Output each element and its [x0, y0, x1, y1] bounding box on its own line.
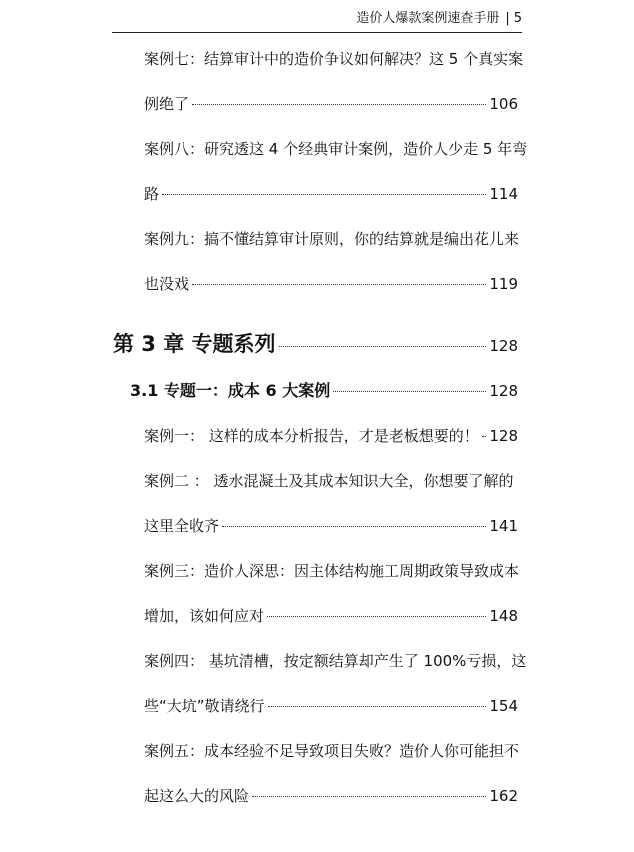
toc-section-3-1[interactable] — [130, 378, 518, 401]
dot-leader — [333, 391, 486, 392]
toc-entry-line — [144, 785, 518, 830]
toc-entry-line — [144, 695, 518, 740]
dot-leader — [268, 706, 487, 707]
toc-page-number: 128 — [489, 337, 518, 355]
toc-page-number: 114 — [489, 185, 518, 203]
toc-entry-title: 案例一： 这样的成本分析报告，才是老板想要的！ — [144, 427, 479, 445]
page-header — [112, 10, 522, 33]
toc-entry-cost-case-1[interactable] — [144, 425, 518, 470]
toc-entry-line — [144, 273, 518, 318]
dot-leader — [279, 346, 487, 347]
toc-entry-case-7[interactable] — [144, 48, 524, 138]
toc-entry-line — [144, 93, 518, 138]
toc-entry-line — [144, 48, 524, 93]
toc-chapter-line — [113, 328, 518, 358]
toc-chapter-3[interactable] — [113, 328, 518, 358]
toc-page-number: 106 — [489, 95, 518, 113]
header-title: 造价人爆款案例速查手册 — [356, 11, 500, 26]
toc-entry-case-9[interactable] — [144, 228, 518, 318]
header-separator: | — [505, 11, 510, 26]
toc-entry-title: 案例二 ： 透水混凝土及其成本知识大全，你想要了解的 — [144, 472, 514, 490]
toc-entry-line — [144, 228, 518, 273]
dot-leader — [162, 194, 486, 195]
toc-page-number: 119 — [489, 275, 518, 293]
toc-entry-line — [144, 425, 518, 470]
toc-entry-cost-case-3[interactable] — [144, 560, 518, 650]
dot-leader — [267, 616, 486, 617]
toc-entry-title-cont: 起这么大的风险 — [144, 787, 250, 805]
toc-page-number: 141 — [489, 517, 518, 535]
dot-leader — [482, 436, 487, 437]
toc-entry-title-cont: 这里全收齐 — [144, 517, 220, 535]
toc-entry-title: 案例七：结算审计中的造价争议如何解决？这 5 个真实案 — [144, 50, 524, 68]
toc-entry-title-cont: 增加，该如何应对 — [144, 607, 265, 625]
toc-entry-line — [144, 515, 518, 560]
toc-section-line — [130, 378, 518, 401]
toc-entry-line — [144, 605, 518, 650]
toc-chapter-title: 第 3 章 专题系列 — [113, 332, 276, 356]
toc-entry-line — [144, 470, 518, 515]
toc-page-number: 148 — [489, 607, 518, 625]
toc-entry-cost-case-4[interactable] — [144, 650, 527, 740]
toc-entry-title-cont: 例绝了 — [144, 95, 190, 113]
dot-leader — [222, 526, 486, 527]
toc-entry-line — [144, 183, 518, 228]
toc-entry-title-cont: 也没戏 — [144, 275, 190, 293]
toc-entry-cost-case-2[interactable] — [144, 470, 518, 560]
toc-entry-title: 案例九：搞不懂结算审计原则，你的结算就是编出花儿来 — [144, 230, 520, 248]
toc-entry-line — [144, 650, 527, 695]
toc-entry-title: 案例四： 基坑清槽，按定额结算却产生了 100%亏损，这 — [144, 652, 527, 670]
dot-leader — [192, 284, 486, 285]
toc-entry-line — [144, 740, 518, 785]
dot-leader — [192, 104, 486, 105]
toc-entry-line — [144, 560, 518, 605]
toc-entry-title: 案例五：成本经验不足导致项目失败？造价人你可能担不 — [144, 742, 520, 760]
header-page-number: 5 — [513, 11, 522, 26]
toc-entry-title-cont: 些“大坑”敬请绕行 — [144, 697, 265, 715]
toc-page-number: 128 — [489, 427, 518, 445]
toc-section-title: 3.1 专题一：成本 6 大案例 — [130, 381, 331, 400]
toc-page-number: 162 — [489, 787, 518, 805]
toc-entry-cost-case-5[interactable] — [144, 740, 518, 830]
toc-entry-title-cont: 路 — [144, 185, 160, 203]
toc-page-number: 154 — [489, 697, 518, 715]
toc-entry-line — [144, 138, 528, 183]
toc-entry-case-8[interactable] — [144, 138, 528, 228]
toc-entry-title: 案例三：造价人深思：因主体结构施工周期政策导致成本 — [144, 562, 520, 580]
toc-page-number: 128 — [489, 382, 518, 400]
toc-entry-title: 案例八：研究透这 4 个经典审计案例，造价人少走 5 年弯 — [144, 140, 528, 158]
dot-leader — [252, 796, 486, 797]
